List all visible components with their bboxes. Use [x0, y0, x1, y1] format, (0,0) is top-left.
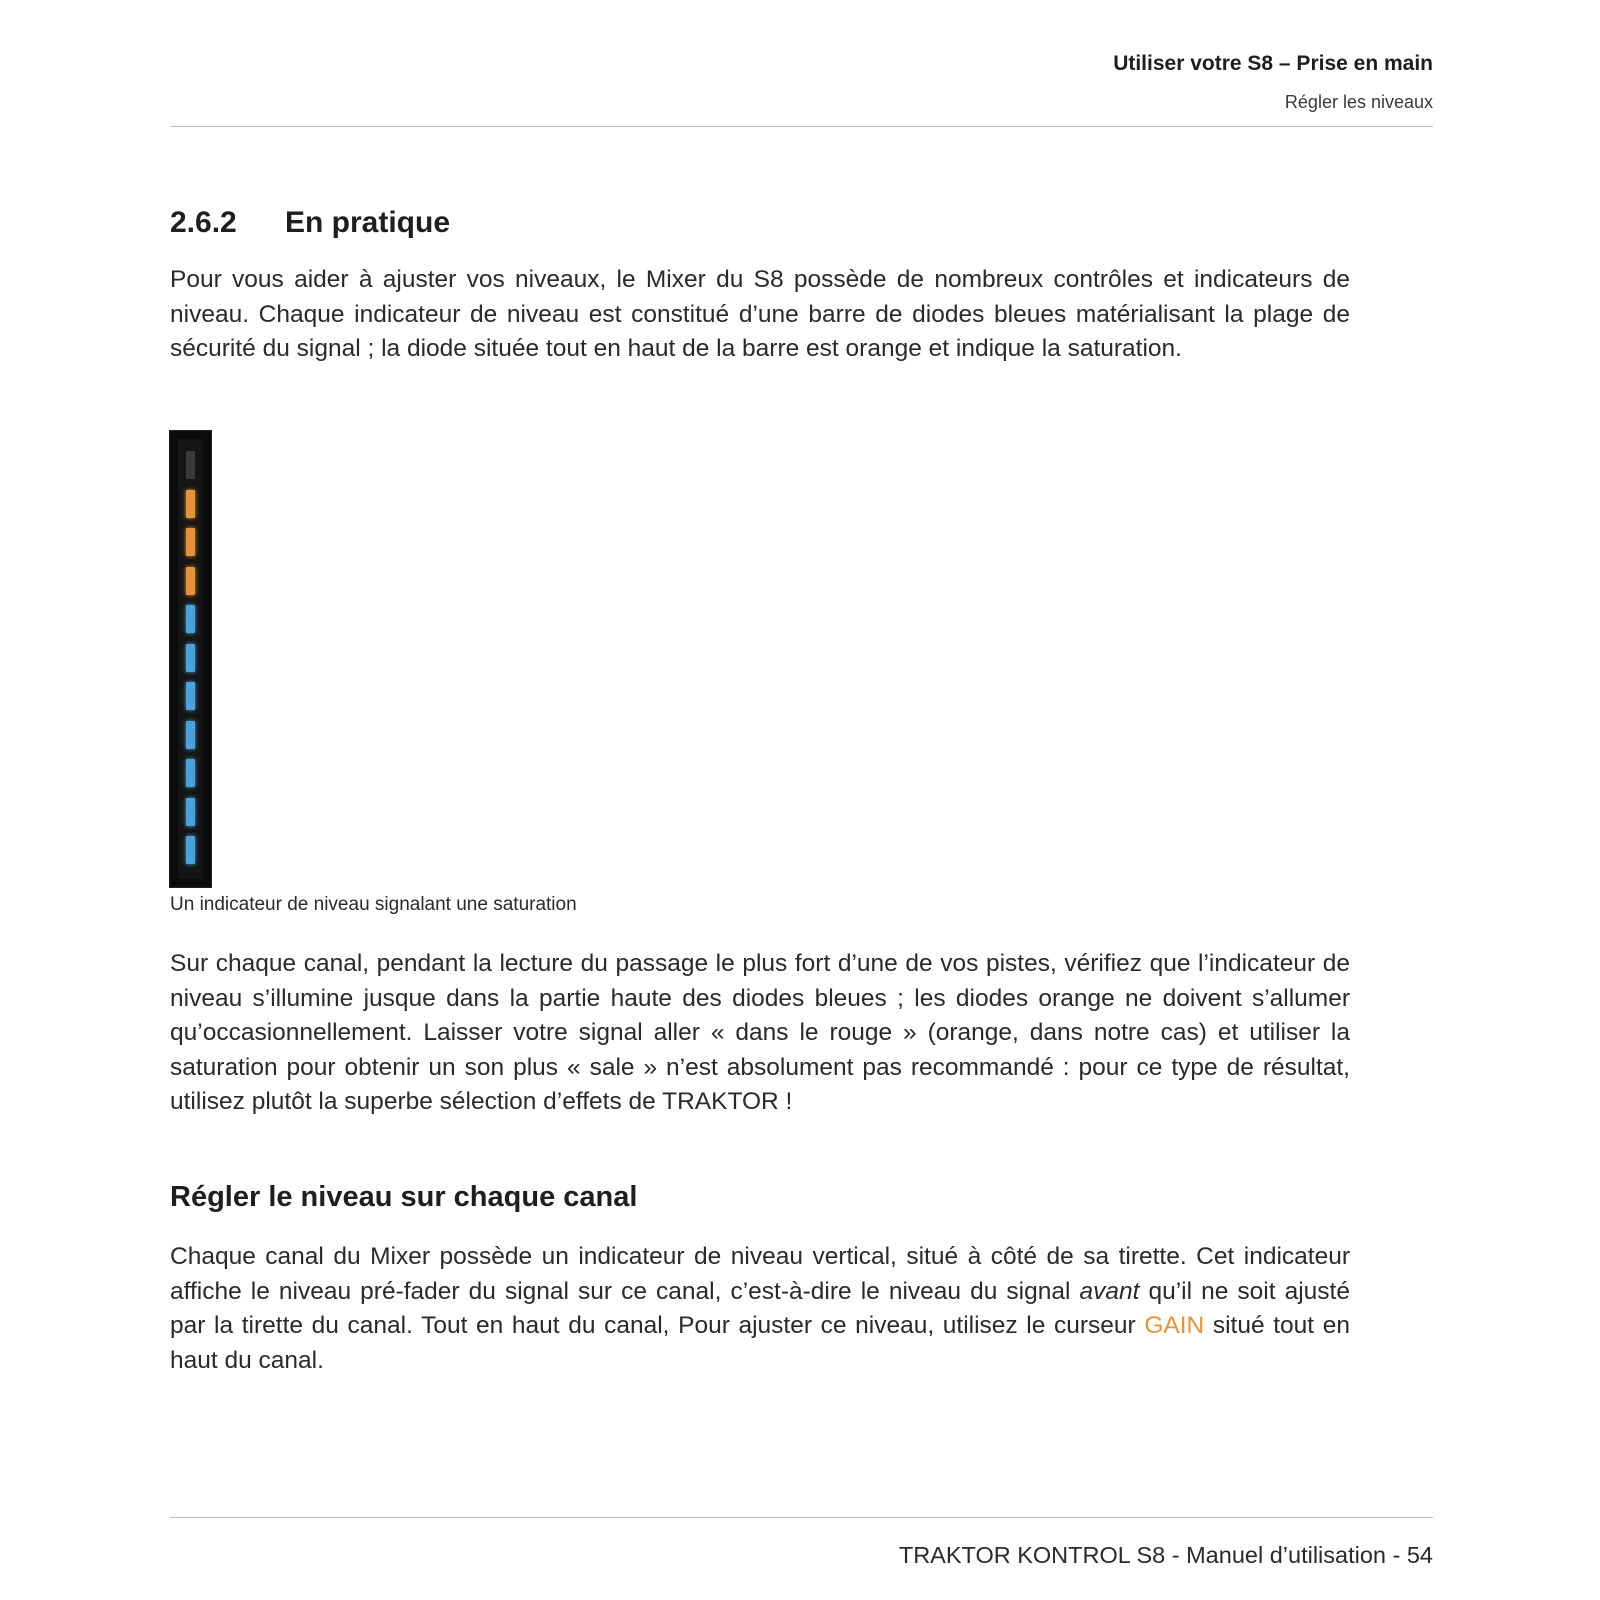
page-footer: TRAKTOR KONTROL S8 - Manuel d’utilisation - 54 — [898, 1542, 1433, 1568]
meter-led-orange — [186, 528, 195, 556]
meter-led-blue — [186, 798, 195, 826]
channel-text-3: situé tout en haut du canal. — [170, 1312, 1350, 1374]
meter-led-blue — [186, 759, 195, 787]
figure-caption: Un indicateur de niveau signalant une saturation — [170, 894, 577, 915]
meter-led-orange — [186, 567, 195, 595]
check-paragraph: Sur chaque canal, pendant la lecture du passage le plus fort d’une de vos pistes, vérifiez que l’indicateur de niveau s’illumine jusque dans la partie haute des diodes bleues ; les diodes orange ne doivent s’allumer qu’occasionnellement. Laisser votre signal aller « dans le rouge » (orange, dans notre cas) et utiliser la saturation pour obtenir un son plus « sale » n’est absolument pas recommandé : pour ce type de résultat, utilisez plutôt la superbe sélection d’effets de TRAKTOR ! — [170, 950, 1350, 1115]
meter-led-blue — [186, 644, 195, 672]
subheading: Régler le niveau sur chaque canal — [170, 1181, 638, 1213]
level-meter-image — [169, 430, 212, 888]
channel-paragraph — [170, 1240, 1350, 1378]
section-title: En pratique — [285, 206, 451, 239]
footer-divider — [170, 1517, 1433, 1518]
meter-led-orange — [186, 490, 195, 518]
section-number: 2.6.2 — [170, 206, 237, 239]
section-heading — [170, 206, 450, 240]
meter-led-off — [186, 451, 195, 479]
channel-emphasis: avant — [1079, 1277, 1140, 1305]
running-header-section: Régler les niveaux — [1284, 92, 1433, 112]
channel-text-2: qu’il ne soit ajusté par la tirette du canal. Tout en haut du canal, Pour ajuster ce niveau, utilisez le curseur — [170, 1277, 1350, 1339]
meter-led-blue — [186, 836, 195, 864]
meter-led-blue — [186, 721, 195, 749]
channel-text-1: Chaque canal du Mixer possède un indicateur de niveau vertical, situé à côté de sa tirette. Cet indicateur affiche le niveau pré-fader du signal sur ce canal, c’est-à-dire le niveau du signal — [170, 1243, 1350, 1305]
running-header-chapter: Utiliser votre S8 – Prise en main — [1113, 52, 1433, 75]
meter-led-blue — [186, 682, 195, 710]
level-meter-strip — [178, 439, 203, 879]
gain-control-label: GAIN — [1144, 1312, 1205, 1339]
header-divider — [170, 126, 1433, 127]
intro-paragraph: Pour vous aider à ajuster vos niveaux, le Mixer du S8 possède de nombreux contrôles et indicateurs de niveau. Chaque indicateur de niveau est constitué d’une barre de diodes bleues matérialisant la plage de sécurité du signal ; la diode située tout en haut de la barre est orange et indique la saturation. — [170, 266, 1350, 362]
meter-led-blue — [186, 605, 195, 633]
